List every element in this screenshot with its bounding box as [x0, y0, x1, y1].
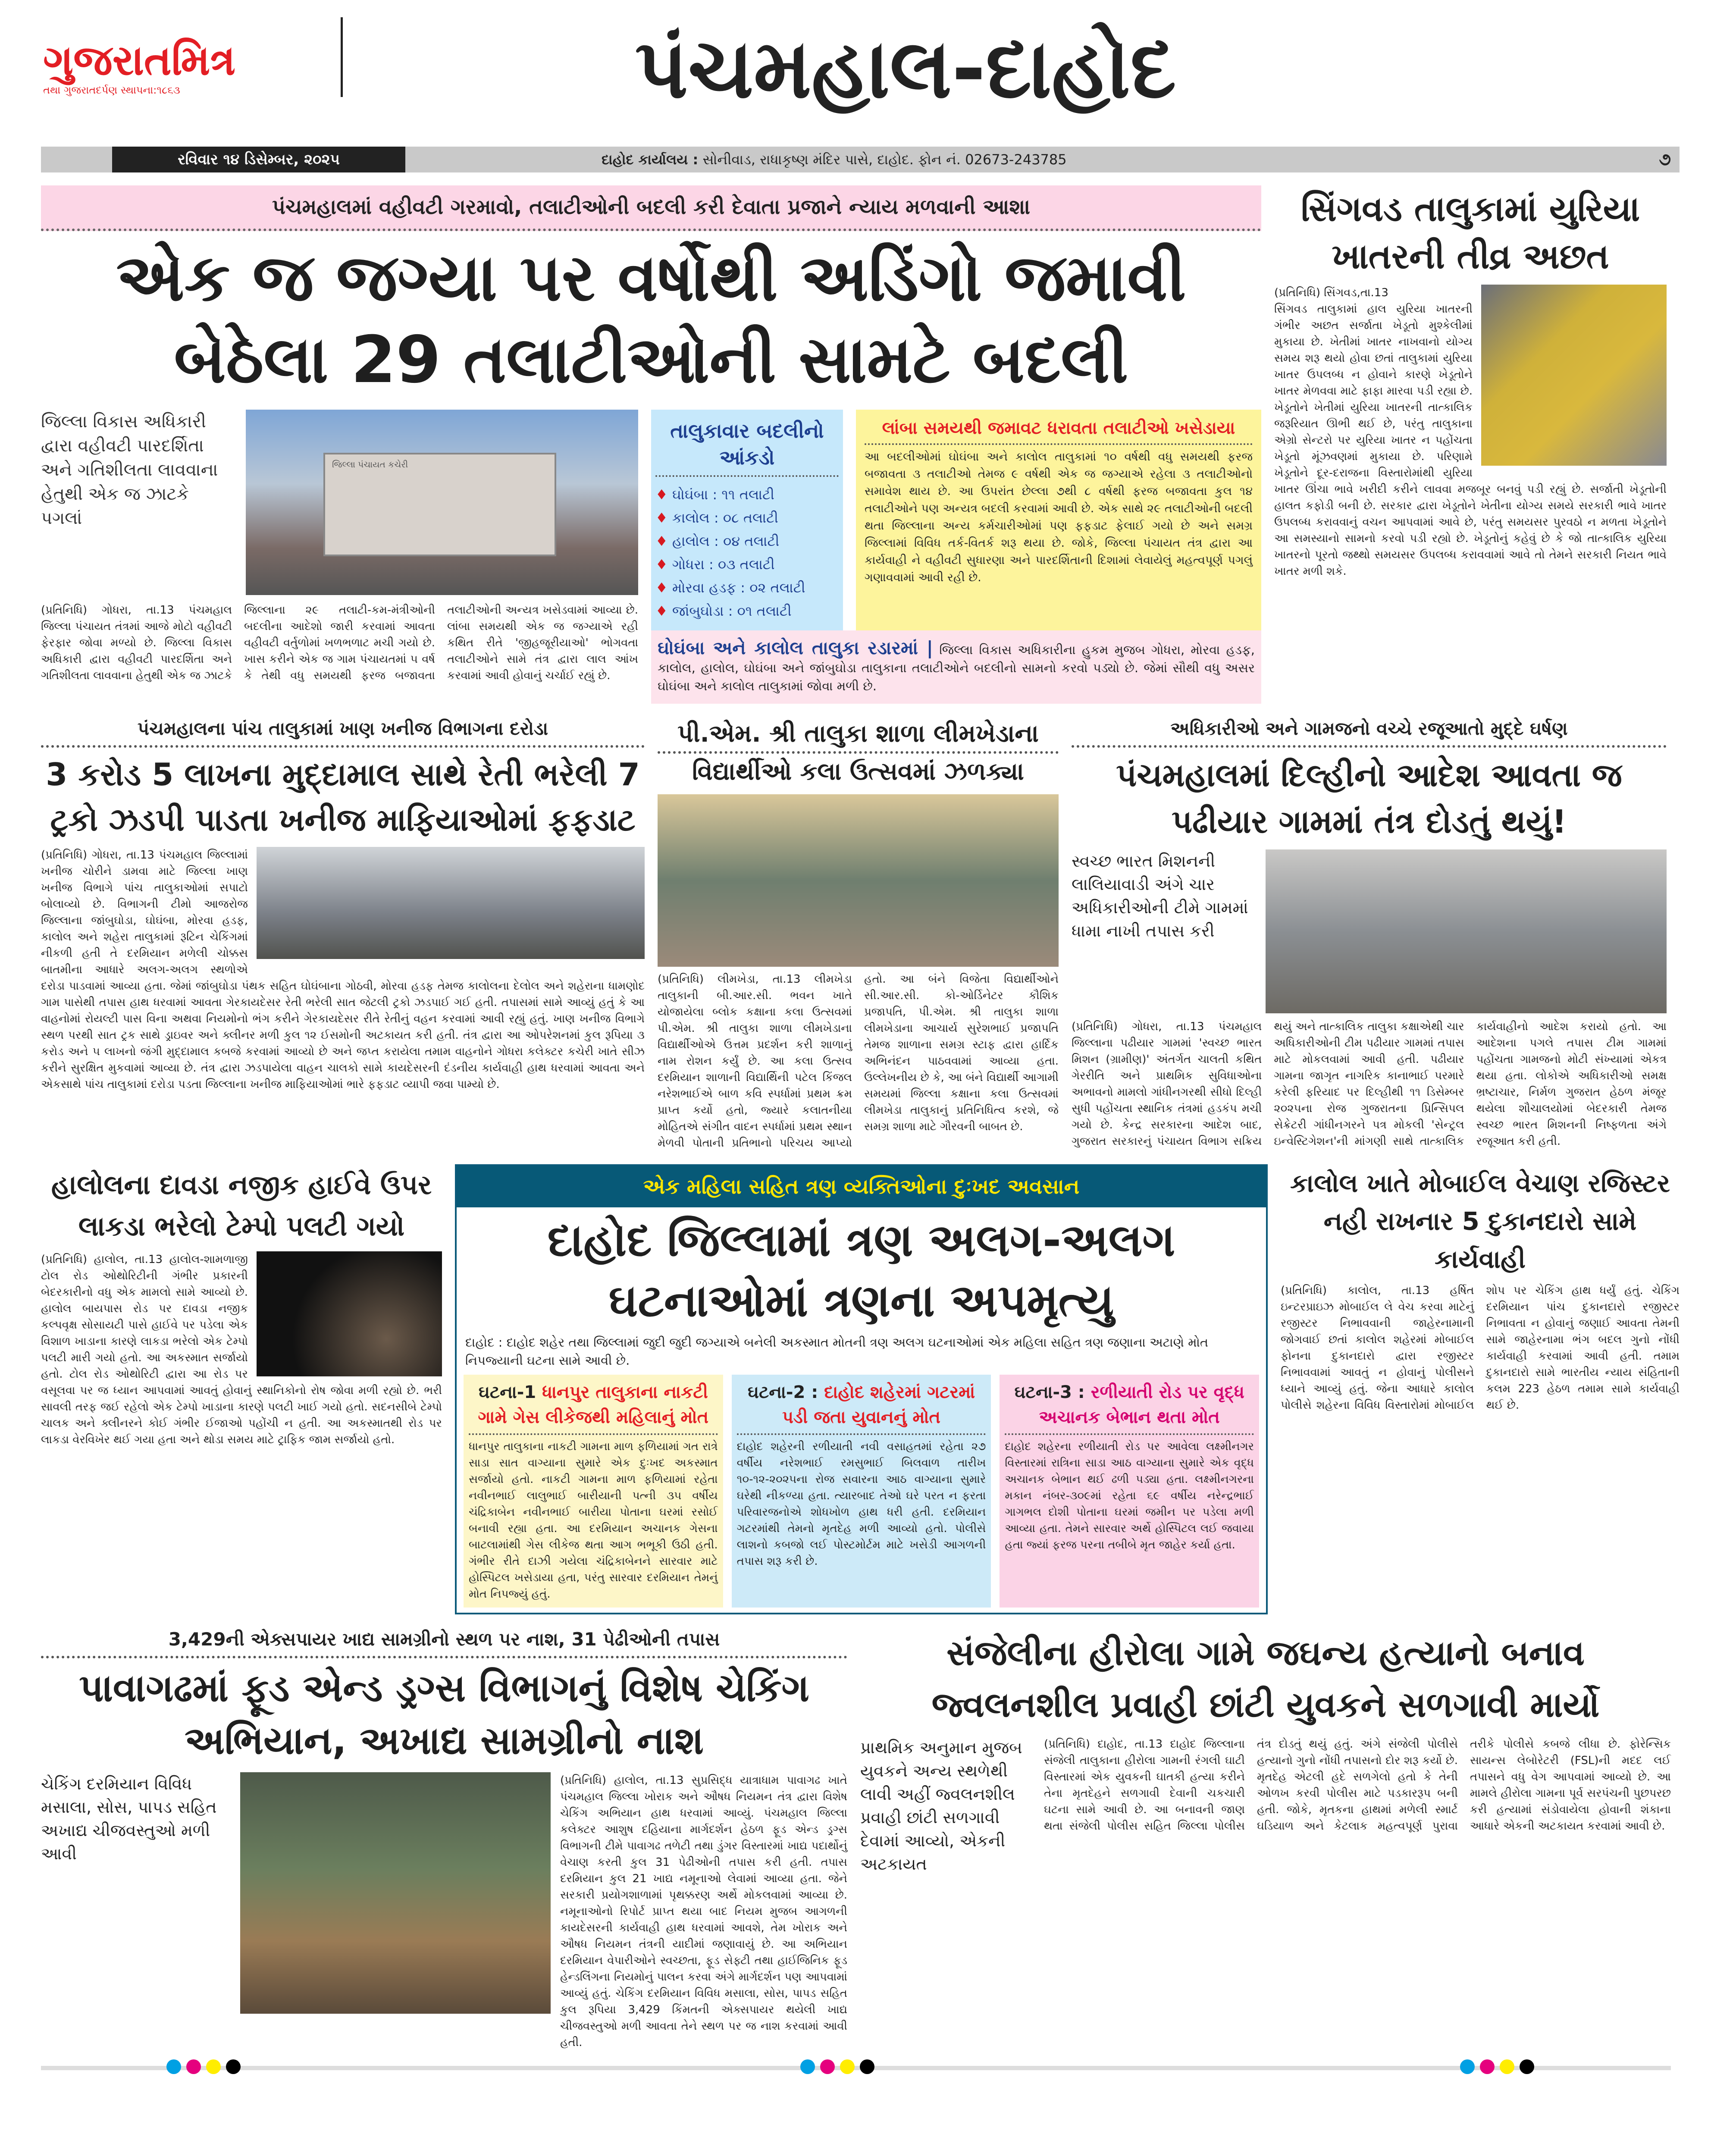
- photo-caption: જિલ્લા પંચાયત કચેરી: [332, 459, 408, 470]
- school-kicker: પી.એમ. શ્રી તાલુકા શાળા લીમખેડાના: [658, 717, 1059, 754]
- second-row: [41, 717, 1670, 1151]
- office-address: [602, 147, 1067, 172]
- diamond-bullet-icon: ♦: [655, 486, 672, 503]
- event-text: ધાનપુર તાલુકાના નાકટી ગામના માળ ફળિયામાં ગત રાત્રે સાડા સાત વાગ્યાના સુમારે એક દુઃખદ અકસ્માત સર્જાયો હતો. નાકટી ગામના માળ ફળિયામાં રહેતા નવીનભાઈ લાલુભાઈ બારીયાની પત્ની ૩૫ વર્ષીય ચંદ્રિકાબેન નવીનભાઈ બારીયા પોતાના ઘરમાં રસોઈ બનાવી રહ્યા હતા. આ દરમિયાન અચાનક ગેસના બાટલામાંથી ગેસ લીકેજ થતા આગ ભભૂકી ઉઠી હતી. ગંભીર રીતે દાઝી ગયેલા ચંદ્રિકાબેનને સારવાર માટે હોસ્પિટલ ખસેડાયા હતા, પરંતુ સારવાર દરમિયાન તેમનું મોત નિપજ્યું હતું.: [469, 1440, 718, 1601]
- edition-title: પંચમહાલ-દાહોદ: [635, 21, 1176, 116]
- diamond-bullet-icon: ♦: [655, 533, 672, 549]
- footer-registration-marks: [41, 2059, 1671, 2077]
- accident-banner: એક મહિલા સહિત ત્રણ વ્યક્તિઓના દુઃખદ અવસાન: [457, 1166, 1266, 1207]
- office-text: સોનીવાડ, રાધાકૃષ્ણ મંદિર પાસે, દાહોદ. ફોન નં. 02673-243785: [702, 151, 1067, 168]
- fertilizer-bags-photo: [1481, 285, 1667, 466]
- mining-headline: 3 કરોડ 5 લાખના મુદ્દામાલ સાથે રેતી ભરેલી 7 ટ્રકો ઝડપી પાડતા ખનીજ માફિયાઓમાં ફફડાટ: [46, 756, 640, 838]
- lead-story: [41, 185, 1261, 704]
- accident-intro: દાહોદ : દાહોદ શહેર તથા જિલ્લામાં જુદી જુદી જગ્યાએ બનેલી અકસ્માત મોતની ત્રણ અલગ ઘટનાઓમાં એક મહિલા સહિત ત્રણ જણાના અટાણે મોત નિપજ્યાની ઘટના સામે આવી છે.: [465, 1335, 1209, 1368]
- radar-text: જિલ્લા વિકાસ અધિકારીના હુકમ મુજબ ગોધરા, મોરવા હડફ, કાલોલ, હાલોલ, ઘોઘંબા અને જાંબુઘોડા તાલુકાના તલાટીઓને બદલીનો સામનો કરવો પડ્યો છે. જેમાં સૌથી વધુ અસર ઘોઘંબા અને કાલોલ તાલુકામાં જોવા મળી છે.: [658, 642, 1255, 693]
- stats-text: મોરવા હડફ : ૦૨ તલાટી: [672, 580, 805, 596]
- pavagadh-deck: ચેકિંગ દરમિયાન વિવિધ મસાલા, સોસ, પાપડ સહિત અખાદ્ય ચીજવસ્તુઓ મળી આવી: [41, 1774, 217, 1863]
- cyan-dot-icon: [800, 2059, 815, 2074]
- pavagadh-kicker: 3,429ની એક્સપાયર ખાદ્ય સામગ્રીનો સ્થળ પર નાશ, 31 પેઢીઓની તપાસ: [41, 1627, 847, 1658]
- kalol-headline: કાલોલ ખાતે મોબાઈલ વેચાણ રજિસ્ટર નહી રાખનાર 5 દુકાનદારો સામે કાર્યવાહી: [1290, 1169, 1670, 1274]
- sanjeli-story: [860, 1627, 1671, 1876]
- lead-kicker: પંચમહાલમાં વહીવટી ગરમાવો, તલાટીઓની બદલી કરી દેવાતા પ્રજાને ન્યાય મળવાની આશા: [41, 185, 1261, 231]
- cyan-dot-icon: [1460, 2059, 1475, 2074]
- sanjeli-deck: પ્રાથમિક અનુમાન મુજબ યુવકને અન્ય સ્થળેથી લાવી અહીં જ્વલનશીલ પ્રવાહી છાંટી સળગાવી દેવામાં આવ્યો, એકની અટકાયત: [860, 1738, 1022, 1874]
- stats-item: [655, 576, 839, 599]
- lead-row: [41, 185, 1670, 704]
- event-label: ઘટના-1: [478, 1382, 536, 1402]
- stats-text: ગોધરા : ૦૩ તલાટી: [672, 556, 775, 573]
- page-number: ૭: [1659, 150, 1671, 169]
- event-title: ધાનપુર તાલુકાના નાકટી ગામે ગેસ લીકેજથી મહિલાનું મોત: [478, 1382, 709, 1427]
- pavagadh-headline: પાવાગઢમાં ફૂડ એન્ડ ડ્રગ્સ વિભાગનું વિશેષ ચેકિંગ અભિયાન, અખાદ્ય સામગ્રીનો નાશ: [79, 1666, 809, 1763]
- halol-headline: હાલોલના દાવડા નજીક હાઈવે ઉપર લાકડા ભરેલો ટેમ્પો પલટી ગયો: [51, 1169, 432, 1242]
- event-text: દાહોદ શહેરના રળીયાતી રોડ પર આવેલા લક્ષ્મીનગર વિસ્તારમાં રાત્રિના સાડા આઠ વાગ્યાના સુમારે એક વૃદ્ધ અચાનક બેભાન થઈ ઢળી પડ્યા હતા. લક્ષ્મીનગરના મકાન નંબર-૩૦૯માં રહેતા ૬૯ વર્ષીય નરેન્દ્રભાઈ ગાગભલ દોશી પોતાના ઘરમાં જમીન પર પડેલા મળી આવ્યા હતા. તેમને સારવાર અર્થે હોસ્પિટલ લઈ જવાયા હતા જ્યાં ફરજ પરના તબીબે મૃત જાહેર કર્યા હતા.: [1005, 1440, 1254, 1551]
- school-headline: વિદ્યાર્થીઓ કલા ઉત્સવમાં ઝળક્યા: [692, 758, 1024, 786]
- black-dot-icon: [226, 2059, 241, 2074]
- date-bar: [41, 147, 1680, 172]
- delhi-headline: પંચમહાલમાં દિલ્હીનો આદેશ આવતા જ પઢીયાર ગામમાં તંત્ર દોડતું થયું!: [1116, 757, 1622, 840]
- sanjeli-headline: સંજેલીના હીરોલા ગામે જઘન્ય હત્યાનો બનાવ જ્વલનશીલ પ્રવાહી છાંટી યુવકને સળગાવી માર્યો: [931, 1633, 1600, 1725]
- stats-text: હાલોલ : ૦૪ તલાટી: [672, 533, 780, 549]
- office-building-photo: [246, 410, 638, 595]
- delhi-body: (પ્રતિનિધિ) ગોધરા, તા.13 પંચમહાલ જિલ્લાના પઢીયાર ગામમાં 'સ્વચ્છ ભારત મિશન (ગ્રામીણ)' અંતર્ગત ચાલતી કથિત ગેરરીતિ અને પ્રાથમિક સુવિધાઓના અભાવનો મામલો ગાંધીનગરથી સીધો દિલ્હી સુધી પહોંચતા સ્થાનિક તંત્રમાં હડકંપ મચી ગયો છે. કેન્દ્ર સરકારના આદેશ બાદ, ગુજરાત સરકારનું પંચાયત વિભાગ સક્રિય થયું અને તાત્કાલિક તાલુકા કક્ષાએથી ચાર અધિકારીઓની ટીમ પઢીયાર ગામમાં તપાસ માટે મોકલવામાં આવી હતી. પઢીયાર ગામના જાગૃત નાગરિક કાનાભાઈ પરમારે કરેલી ફરિયાદ પર દિલ્હીથી ૧૧ ડિસેમ્બર ૨૦૨૫ના રોજ ગુજરાતના પ્રિન્સિપલ સેક્રેટરી ગાંધીનગરને પત્ર મોકલી 'સેન્ટ્રલ ઇન્વેસ્ટિગેશન'ની માંગણી સાથે તાત્કાલિક કાર્યવાહીનો આદેશ કરાયો હતો. આ આદેશના પગલે તપાસ ટીમ ગામમાં પહોંચતા ગામજનો મોટી સંખ્યામાં એકત્ર થયા હતા. લોકોએ અધિકારીઓ સમક્ષ ભ્રષ્ટાચાર, નિર્મળ ગુજરાત હેઠળ મંજૂર થયેલા શૌચાલયોમાં બેદરકારી તેમજ સ્વચ્છ ભારત મિશનની નિષ્ફળતા અંગે રજૂઆત કરી હતી.: [1072, 1020, 1667, 1148]
- stats-title: તાલુકાવાર બદલીનો આંકડો: [655, 417, 839, 477]
- school-story: [658, 717, 1059, 1151]
- overturned-tempo-photo: [257, 1251, 442, 1376]
- stats-list: [655, 483, 839, 623]
- event-label: ઘટના-3 :: [1014, 1382, 1085, 1402]
- mining-kicker: પંચમહાલના પાંચ તાલુકામાં ખાણ ખનીજ વિભાગના દરોડા: [41, 717, 645, 748]
- kalol-story: [1281, 1164, 1680, 1413]
- lead-headline: એક જ જગ્યા પર વર્ષોથી અડિંગો જમાવી બેઠેલા 29 તલાટીઓની સામટે બદલી: [116, 241, 1186, 398]
- lead-body: (પ્રતિનિધિ) ગોધરા, તા.13 પંચમહાલ જિલ્લા પંચાયત તંત્રમાં આજે મોટો વહીવટી ફેરફાર જોવા મળ્યો છે. જિલ્લા વિકાસ અધિકારી દ્વારા વહીવટી પારદર્શિતા અને ગતિશીલતા લાવવાના હેતુથી એક જ ઝાટકે જિલ્લાના ૨૯ તલાટી-કમ-મંત્રીઓની બદલીના આદેશો જારી કરવામાં આવતા વહીવટી વર્તુળોમાં ખળભળાટ મચી ગયો છે. ખાસ કરીને એક જ ગામ પંચાયતમાં ૫ વર્ષ કે તેથી વધુ સમયથી ફરજ બજાવતા તલાટીઓની અન્યત્ર ખસેડવામાં આવ્યા છે. લાંબા સમયથી એક જ જગ્યાએ રહી કથિત રીતે 'જીહજૂરીયાઓ' ભોગવતા તલાટીઓને સામે તંત્ર દ્વારા લાલ આંખ કરવામાં આવી હોવાનું ચર્ચાઈ રહ્યું છે.: [41, 604, 638, 682]
- event-text: દાહોદ શહેરની રળીયાતી નવી વસાહતમાં રહેતા ૨૭ વર્ષીય નરેશભાઈ રમસુભાઈ બિલવાળ તારીખ ૧૦-૧૨-૨૦૨૫ના રોજ સવારના આઠ વાગ્યાના સુમારે ઘરેથી નીકળ્યા હતા. ત્યારબાદ તેઓ ઘરે પરત ન ફરતા પરિવારજનોએ શોધખોળ હાથ ધરી હતી. દરમિયાન ગટરમાંથી તેમનો મૃતદેહ મળી આવ્યો હતો. પોલીસે લાશનો કબજો લઈ પોસ્ટમોર્ટમ માટે ખસેડી આગળની તપાસ શરૂ કરી છે.: [736, 1440, 986, 1568]
- event-card: [732, 1375, 991, 1608]
- newspaper-logo: [43, 37, 302, 110]
- black-dot-icon: [860, 2059, 874, 2074]
- stats-item: [655, 599, 839, 623]
- radar-box: [651, 630, 1261, 704]
- food-inspection-illustration: [240, 1772, 551, 2014]
- pavagadh-story: [41, 1627, 847, 2051]
- third-row: [41, 1164, 1680, 1614]
- halol-body: (પ્રતિનિધિ) હાલોલ, તા.13 હાલોલ-શામળાજી ટોલ રોડ ઓથોરિટીની ગંભીર પ્રકારની બેદરકારીનો વધુ એક મામલો સામે આવ્યો છે. હાલોલ બાયપાસ રોડ પર દાવડા નજીક કલ્પવૃક્ષ સોસાયટી પાસે હાઈવે પર પડેલા એક વિશાળ ખાડાના કારણે લાકડા ભરેલો એક ટેમ્પો પલટી મારી ગયો હતો. આ અકસ્માત સર્જાયો હતો. ટોલ રોડ ઓથોરિટી દ્વારા આ રોડ પર વસૂલવા પર જ ધ્યાન આપવામાં આવતું હોવાનું સ્થાનિકોનો રોષ જોવા મળી રહ્યો છે. ભરી સાવલી તરફ જઈ રહેલો એક ટેમ્પો ખાડાના કારણે પલટી ખાઈ ગયો હતો. સદનસીબે ટેમ્પો ચાલક અને ક્લીનરને કોઈ ગંભીર ઈજાઓ પહોંચી ન હતી. આ અકસ્માતથી રોડ પર લાકડા વેરવિખેર થઈ ગયા હતા અને થોડા સમય માટે ટ્રાફિક જામ સર્જાયો હતો.: [41, 1253, 442, 1446]
- award-ceremony-photo: [658, 794, 1059, 967]
- masthead: [0, 0, 1711, 142]
- mining-body: (પ્રતિનિધિ) ગોધરા, તા.13 પંચમહાલ જિલ્લામાં ખનીજ ચોરીને ડામવા માટે જિલ્લા ખાણ ખનીજ વિભાગે પાંચ તાલુકાઓમાં સપાટો બોલાવ્યો છે. વિભાગની ટીમો આજરોજ જિલ્લાના જાંબુઘોડા, ઘોઘંબા, મોરવા હડફ, કાલોલ અને શહેરા તાલુકામાં રૂટિન ચેકિંગમાં નીકળી હતી તે દરમિયાન મળેલી ચોક્કસ બાતમીના આધારે અલગ-અલગ સ્થળોએ દરોડા પાડવામાં આવ્યા હતા. જેમાં જાંબુઘોડા પંથક સહિત ઘોઘંબાના ગોઠવી, મોરવા હડફ તેમજ કાલોલના દેલોલ અને શહેરાના ધામણોદ ગામ પાસેથી તપાસ હાથ ધરવામાં આવતા ગેરકાયદેસર રેતી ભરેલી સાત જેટલી ટ્રકો ઝડપાઈ ગઈ હતી. તપાસમાં સામે આવ્યું હતું કે આ વાહનોમાં રોયલ્ટી પાસ વિના અથવા નિયમોનો ભંગ કરીને ગેરકાયદેસર રીતે રેતીનું વહન કરવામાં આવી રહ્યું હતું. ખાણ ખનીજ વિભાગે સ્થળ પરથી સાત ટ્રક સાથે ડ્રાઇવર અને ક્લીનર મળી કુલ ૧૨ ઈસમોની અટકાયત કરી હતી. તંત્ર દ્વારા આ ઓપરેશનમાં કુલ રૂપિયા ૩ કરોડ અને ૫ લાખનો જંગી મુદ્દામાલ કબજે કરવામાં આવ્યો છે અને જપ્ત કરાયેલા તમામ વાહનોને ગોધરા કલેક્ટર કચેરી ખાતે સીઝ કરીને સુરક્ષિત મુકવામાં આવ્યા છે. તંત્ર દ્વારા ઝડપાયેલા વાહન ચાલકો સામે કાયદેસરની દંડનીય કાર્યવાહી હાથ ધરવામાં આવતા અને એકસાથે પાંચ તાલુકામાં દરોડા પડતા જિલ્લાના ખનીજ માફિયાઓમાં ભારે ફફડાટ વ્યાપી જવા પામ્યો છે.: [41, 849, 645, 1091]
- urea-story: [1274, 185, 1667, 580]
- color-dots: [164, 2059, 243, 2076]
- halol-story: [41, 1164, 442, 1448]
- yellow-dot-icon: [1500, 2059, 1514, 2074]
- urea-body: સિંગવડ તાલુકામાં હાલ યુરિયા ખાતરની ગંભીર અછત સર્જાતા ખેડૂતો મુશ્કેલીમાં મુકાયા છે. ખેતીમાં ખાતર નાખવાનો યોગ્ય સમય શરૂ થયો હોવા છતાં તાલુકામાં યુરિયા ખાતર ઉપલબ્ધ ન હોવાને કારણે ખેડૂતોને ખાતર મેળવવા માટે ફાફા મારવા પડી રહ્યા છે. ખેડૂતોને ખેતીમાં યુરિયા ખાતરની તાત્કાલિક જરૂરિયાત ઊભી થઈ છે, પરંતુ તાલુકાના એગ્રો સેન્ટરો પર યુરિયા ખાતર ન પહોંચતા ખેડૂતો મૂંઝવણમાં મુકાયા છે. પરિણામે ખેડૂતોને દૂર-દરાજના વિસ્તારોમાંથી યુરિયા ખાતર ઊંચા ભાવે ખરીદી કરીને લાવવા મજબૂર બનવું પડી રહ્યું છે. સર્જાતી ખેડૂતોની હાલત કફોડી બની છે. સરકાર દ્વારા ખેડૂતોને ખેતીના યોગ્ય સમયે સરકારી ભાવે ખાતર ઉપલબ્ધ કરાવવાનું વચન આપવામાં આવે છે, પરંતુ સમયસર પુરવઠો ન મળતા ખેડૂતોને આ સમસ્યાનો સામનો કરવો પડી રહ્યો છે. ખેડૂતોનું કહેવું છે કે જો તાત્કાલિક યુરિયા ખાતરનો પૂરતો જથ્થો સમયસર ઉપલબ્ધ કરાવવામાં આવે તો તેમને સરકારી નિયત ભાવે ખાતર મળી શકે.: [1274, 303, 1667, 578]
- issue-date: રવિવાર ૧૪ ડિસેમ્બર, ૨૦૨૫: [112, 147, 405, 172]
- diamond-bullet-icon: ♦: [655, 603, 672, 619]
- stats-item: [655, 530, 839, 553]
- diamond-bullet-icon: ♦: [655, 580, 672, 596]
- black-dot-icon: [1520, 2059, 1534, 2074]
- box-text: આ બદલીઓમાં ઘોઘંબા અને કાલોલ તાલુકામાં ૧૦ વર્ષથી વધુ સમયથી ફરજ બજાવતા ૩ તલાટીઓ તેમજ ૯ વર્ષથી એક જ જગ્યાએ રહેલા ૩ તલાટીઓનો સમાવેશ થાય છે. આ ઉપરાંત છેલ્લા ૭થી ૮ વર્ષથી ફરજ બજાવતા કુલ ૧૪ તલાટીઓને પણ અન્યત્ર બદલી કરવામાં આવી છે. એક સાથે ૨૯ તલાટીઓની બદલી થતા જિલ્લાના અન્ય કર્મચારીઓમાં પણ ફફડાટ ફેલાઈ ગયો છે અને સમગ્ર જિલ્લામાં વિવિધ તર્ક-વિતર્ક શરૂ થયા છે. જોકે, જિલ્લા પંચાયત તંત્ર દ્વારા આ કાર્યવાહી ને વહીવટી સુધારણા અને પારદર્શિતાની દિશામાં લેવાયેલું મહત્વપૂર્ણ પગલું ગણાવવામાં આવી રહી છે.: [865, 450, 1253, 584]
- logo-text: ગુજરાતમિત્ર: [43, 36, 236, 85]
- village-meeting-photo: [1266, 849, 1667, 1013]
- radar-title: ઘોઘંબા અને કાલોલ તાલુકા રડારમાં |: [658, 637, 933, 658]
- yellow-dot-icon: [206, 2059, 221, 2074]
- taluka-stats-box: [651, 410, 843, 630]
- logo-tagline: તથા ગુજરાતદર્પણ સ્થાપના:૧૮૬૩: [43, 84, 180, 96]
- accident-story: [455, 1164, 1268, 1614]
- sanjeli-body: (પ્રતિનિધિ) દાહોદ, તા.13 દાહોદ જિલ્લાના સંજેલી તાલુકાના હીરોલા ગામની રંગલી ઘાટી વિસ્તારમાં એક યુવકની ઘાતકી હત્યા કરીને તેના મૃતદેહને સળગાવી દેવાની ચકચારી ઘટના સામે આવી છે. આ બનાવની જાણ થતા સંજેલી પોલીસ સહિત જિલ્લા પોલીસ તંત્ર દોડતું થયું હતું. અંગે સંજેલી પોલીસે હત્યાનો ગુનો નોંધી તપાસનો દોર શરૂ કર્યો છે. મૃતદેહ એટલી હદે સળગેલો હતો કે તેની ઓળખ કરવી પોલીસ માટે પડકારરૂપ બની હતી. જોકે, મૃતકના હાથમાં મળેલી સ્માર્ટ ઘડિયાળ અને કેટલાક મહત્વપૂર્ણ પુરાવા તરીકે પોલીસે કબજે લીધા છે. ફોરેન્સિક સાયન્સ લેબોરેટરી (FSL)ની મદદ લઈ તપાસને વધુ વેગ આપવામાં આવ્યો છે. આ મામલે હીરોલા ગામના પૂર્વ સરપંચની પુછપરછ કરી હત્યામાં સંડોવાયેલા હોવાની શંકાના આધારે એકની અટકાયત કરવામાં આવી છે.: [1044, 1738, 1671, 1833]
- diamond-bullet-icon: ♦: [655, 556, 672, 573]
- transfer-info-box: [856, 410, 1261, 630]
- delhi-deck: સ્વચ્છ ભારત મિશનની લાલિયાવાડી અંગે ચાર અધિકારીઓની ટીમે ગામમાં ધામા નાખી તપાસ કરી: [1072, 852, 1248, 940]
- color-dots: [1457, 2059, 1537, 2076]
- mining-story: [41, 717, 645, 1093]
- school-body: (પ્રતિનિધિ) લીમખેડા, તા.13 લીમખેડા તાલુકાની બી.આર.સી. ભવન ખાતે યોજાયેલા બ્લોક કક્ષાના કલા ઉત્સવમાં પી.એમ. શ્રી તાલુકા શાળા લીમખેડાના વિદ્યાર્થીઓએ ઉત્તમ પ્રદર્શન કરી શાળાનું નામ રોશન કર્યું છે. આ કલા ઉત્સવ દરમિયાન શાળાની વિદ્યાર્થિની પટેલ કિંજલ નરેશભાઈએ બાળ કવિ સ્પર્ધામાં પ્રથમ ક્રમ પ્રાપ્ત કર્યો હતો, જ્યારે કલાતનીયા મોહિતએ સંગીત વાદન સ્પર્ધામાં પ્રથમ સ્થાન મેળવી પોતાની પ્રતિભાનો પરિચય આપ્યો હતો. આ બંને વિજેતા વિદ્યાર્થીઓને સી.આર.સી. કો-ઓર્ડિનેટર કૌશિક પ્રજાપતિ, પી.એમ. શ્રી તાલુકા શાળા લીમખેડાના આચાર્ય સુરેશભાઈ પ્રજાપતિ તેમજ શાળાના સમગ્ર સ્ટાફ દ્વારા હાર્દિક અભિનંદન પાઠવવામાં આવ્યા હતા. ઉલ્લેખનીય છે કે, આ બંને વિદ્યાર્થી આગામી સમયમાં જિલ્લા કક્ષાના કલા ઉત્સવમાં લીમખેડા તાલુકાનું પ્રતિનિધિત્વ કરશે, જે સમગ્ર શાળા માટે ગૌરવની બાબત છે.: [658, 973, 1059, 1150]
- event-title: દાહોદ શહેરમાં ગટરમાં પડી જતા યુવાનનું મોત: [782, 1382, 975, 1427]
- event-card: [1000, 1375, 1259, 1608]
- stats-text: જાંબુઘોડા : ૦૧ તલાટી: [672, 603, 792, 619]
- accident-headline: દાહોદ જિલ્લામાં ત્રણ અલગ-અલગ ઘટનાઓમાં ત્રણના અપમૃત્યુ: [547, 1214, 1175, 1327]
- delhi-kicker: અધિકારીઓ અને ગામજનો વચ્ચે રજૂઆતો મુદ્દે ઘર્ષણ: [1072, 717, 1667, 748]
- box-title: લાંબા સમયથી જમાવટ ધરાવતા તલાટીઓ ખસેડાયા: [865, 417, 1253, 445]
- color-dots: [798, 2059, 877, 2076]
- seized-trucks-photo: [257, 847, 645, 959]
- stats-item: [655, 553, 839, 576]
- magenta-dot-icon: [1480, 2059, 1495, 2074]
- delhi-story: [1072, 717, 1667, 1150]
- fourth-row: [41, 1627, 1670, 2051]
- event-card: [464, 1375, 723, 1608]
- event-columns: [457, 1369, 1266, 1613]
- stats-item: [655, 483, 839, 506]
- pavagadh-body: (પ્રતિનિધિ) હાલોલ, તા.13 સુપ્રસિદ્ધ યાત્રાધામ પાવાગઢ ખાતે પંચમહાલ જિલ્લા ખોરાક અને ઔષધ નિયમન તંત્ર દ્વારા વિશેષ ચેકિંગ અભિયાન હાથ ધરવામાં આવ્યું. પંચમહાલ જિલ્લા કલેક્ટર આશુષ દહિયાના માર્ગદર્શન હેઠળ ફૂડ એન્ડ ડ્રગ્સ વિભાગની ટીમે પાવાગઢ તળેટી તથા ડુંગર વિસ્તારમાં ખાદ્ય પદાર્થોનું વેચાણ કરતી કુલ 31 પેઢીઓની તપાસ કરી હતી. તપાસ દરમિયાન કુલ 21 ખાદ્ય નમૂનાઓ લેવામાં આવ્યા હતા. જેને સરકારી પ્રયોગશાળામાં પૃથક્કરણ અર્થે મોકલવામાં આવ્યા છે. નમૂનાઓનો રિપોર્ટ પ્રાપ્ત થયા બાદ નિયમ મુજબ આગળની કાયદેસરની કાર્યવાહી હાથ ધરવામાં આવશે, તેમ ખોરાક અને ઔષધ નિયમન તંત્રની યાદીમાં જણાવાયું છે. આ અભિયાન દરમિયાન વેપારીઓને સ્વચ્છતા, ફૂડ સેફ્ટી તથા હાઈજિનિક ફૂડ હેન્ડલિંગના નિયમોનું પાલન કરવા અંગે માર્ગદર્શન પણ આપવામાં આવ્યું હતું. ચેકિંગ દરમિયાન વિવિધ મસાલા, સોસ, પાપડ સહિત કુલ રૂપિયા 3,429 કિંમતની એક્સપાયર થયેલી ખાદ્ય ચીજવસ્તુઓ મળી આવતા તેને સ્થળ પર જ નાશ કરવામાં આવી હતી.: [560, 1774, 847, 2049]
- stats-text: કાલોલ : ૦૮ તલાટી: [672, 510, 778, 526]
- lead-deck: જિલ્લા વિકાસ અધિકારી દ્વારા વહીવટી પારદર્શિતા અને ગતિશીલતા લાવવાના હેતુથી એક જ ઝાટકે પગલાં: [41, 412, 218, 528]
- office-label: દાહોદ કાર્યાલય :: [602, 151, 699, 168]
- event-title: રળીયાતી રોડ પર વૃદ્ધ અચાનક બેભાન થતા મોત: [1039, 1382, 1244, 1427]
- yellow-dot-icon: [840, 2059, 855, 2074]
- cyan-dot-icon: [166, 2059, 181, 2074]
- urea-headline: સિંગવડ તાલુકામાં યુરિયા ખાતરની તીવ્ર અછત: [1300, 189, 1640, 276]
- urea-dateline: (પ્રતિનિધિ) સિંગવડ,તા.13: [1274, 286, 1388, 299]
- event-label: ઘટના-2 :: [747, 1382, 818, 1402]
- magenta-dot-icon: [186, 2059, 201, 2074]
- stats-text: ઘોઘંબા : ૧૧ તલાટી: [672, 486, 774, 503]
- magenta-dot-icon: [820, 2059, 835, 2074]
- stats-item: [655, 506, 839, 530]
- kalol-body: (પ્રતિનિધિ) કાલોલ, તા.13 હર્ષિત ઇન્ટરપ્રાઇઝ મોબાઈલ લે વેચ કરવા માટેનું રજીસ્ટર નિભાવવાની જાહેરનામાની જોગવાઈ છતાં કાલોલ શહેરમાં મોબાઈલ ફોનના દુકાનદારો દ્વારા રજીસ્ટર નિભાવવામાં આવતું ન હોવાનું પોલીસને ધ્યાને આવ્યું હતું. જેના આધારે કાલોલ પોલીસે શહેરના વિવિધ વિસ્તારોમાં મોબાઈલ શોપ પર ચેકિંગ હાથ ધર્યું હતું. ચેકિંગ દરમિયાન પાંચ દુકાનદારો રજીસ્ટર નિભાવતા ન હોવાનું જણાઈ આવતા તેમની સામે જાહેરનામા ભંગ બદલ ગુનો નોંધી કાર્યવાહી કરવામાં આવી હતી. તમામ દુકાનદારો સામે ભારતીય ન્યાય સંહિતાની કલમ 223 હેઠળ તમામ સામે કાર્યવાહી થઈ છે.: [1281, 1284, 1680, 1412]
- masthead-divider: [341, 17, 343, 97]
- diamond-bullet-icon: ♦: [655, 510, 672, 526]
